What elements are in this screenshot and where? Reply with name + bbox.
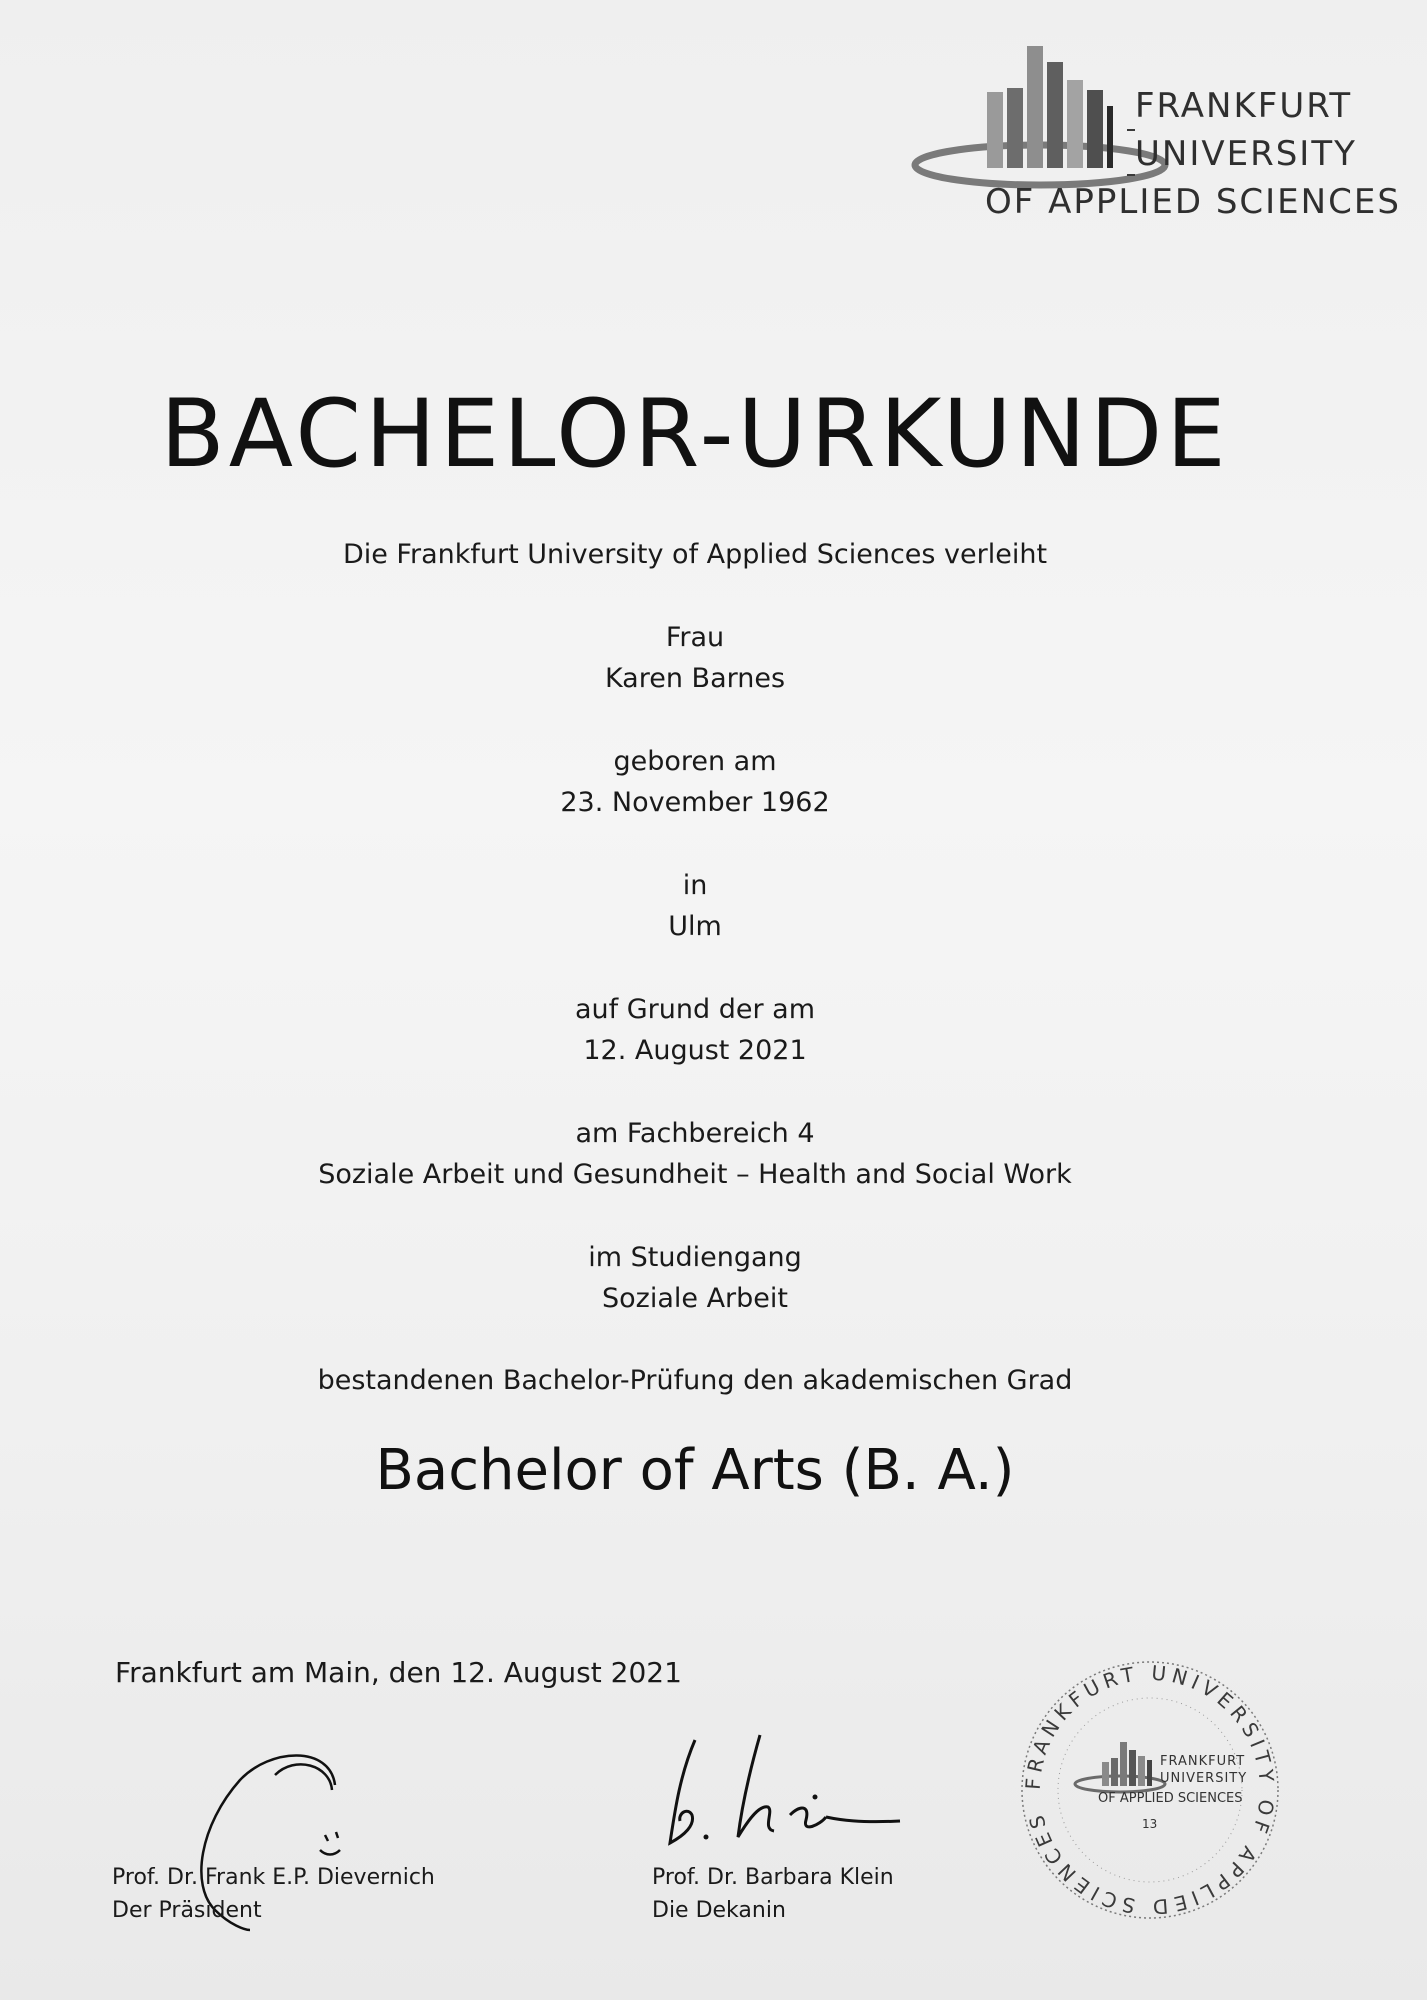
university-logo bbox=[905, 40, 1401, 230]
birth-place: Ulm bbox=[668, 911, 722, 942]
degree-title: Bachelor of Arts (B. A.) bbox=[375, 1438, 1015, 1503]
exam-text: bestandenen Bachelor-Prüfung den akademischen Grad bbox=[317, 1365, 1073, 1396]
dean-role: Die Dekanin bbox=[652, 1898, 786, 1923]
signatory-president bbox=[112, 1861, 435, 1927]
logo-text-university: UNIVERSITY bbox=[1135, 134, 1357, 174]
dean-signature bbox=[650, 1725, 910, 1855]
dean-name: Prof. Dr. Barbara Klein bbox=[652, 1865, 894, 1890]
program-label: im Studiengang bbox=[588, 1242, 802, 1273]
department: Soziale Arbeit und Gesundheit – Health and Social Work bbox=[318, 1159, 1072, 1190]
logo-text-applied-sciences: OF APPLIED SCIENCES bbox=[985, 182, 1401, 222]
seal-inner-line2: UNIVERSITY bbox=[1160, 1771, 1248, 1786]
president-name: Prof. Dr. Frank E.P. Dievernich bbox=[112, 1865, 435, 1890]
seal-inner-line1: FRANKFURT bbox=[1160, 1754, 1246, 1769]
salutation: Frau bbox=[665, 622, 725, 653]
university-seal bbox=[1010, 1650, 1290, 1930]
seal-stamp-icon bbox=[1010, 1650, 1290, 1930]
seal-number: 13 bbox=[1142, 1817, 1158, 1831]
president-role: Der Präsident bbox=[112, 1898, 262, 1923]
logo-text-frankfurt: FRANKFURT bbox=[1135, 86, 1353, 126]
seal-ring-text: FRANKFURT UNIVERSITY OF APPLIED SCIENCES bbox=[1020, 1660, 1280, 1920]
exam-date: 12. August 2021 bbox=[583, 1035, 807, 1066]
program: Soziale Arbeit bbox=[602, 1283, 788, 1314]
recipient-name: Karen Barnes bbox=[604, 663, 786, 694]
department-label: am Fachbereich 4 bbox=[575, 1118, 815, 1149]
signatory-dean bbox=[652, 1861, 894, 1927]
exam-label: auf Grund der am bbox=[575, 994, 815, 1025]
seal-inner-line3: OF APPLIED SCIENCES bbox=[1098, 1791, 1243, 1806]
intro-text: Die Frankfurt University of Applied Sciences verleiht bbox=[342, 539, 1048, 570]
in-label: in bbox=[682, 870, 708, 901]
birth-date: 23. November 1962 bbox=[560, 787, 830, 818]
place-and-date: Frankfurt am Main, den 12. August 2021 bbox=[115, 1656, 682, 1689]
document-title: BACHELOR-URKUNDE bbox=[160, 380, 1230, 489]
born-label: geboren am bbox=[613, 746, 777, 777]
